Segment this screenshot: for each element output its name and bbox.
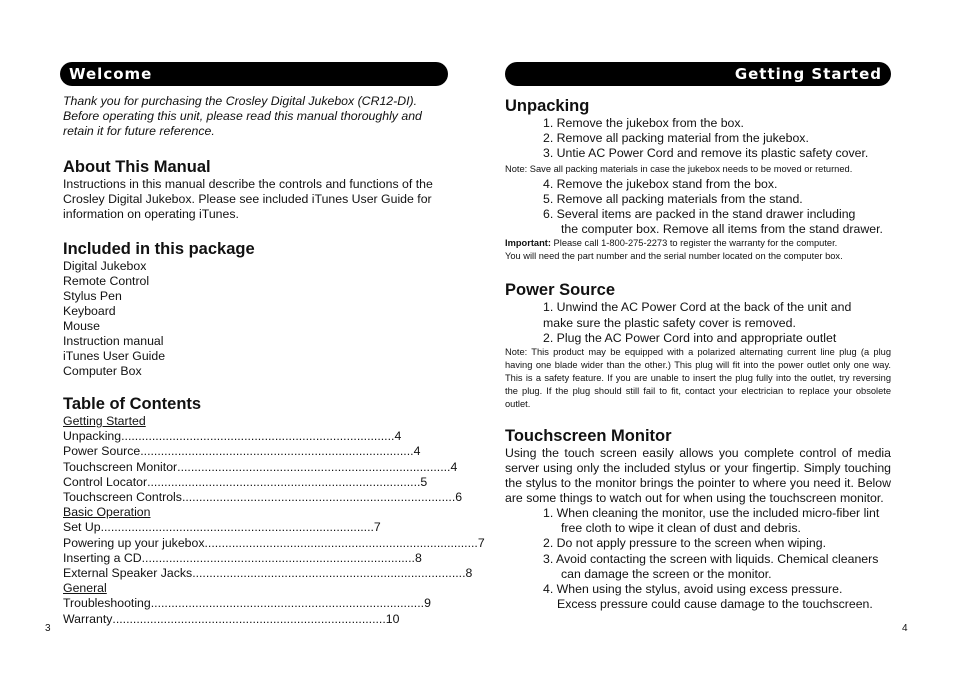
toc-entry-label: Unpacking — [63, 429, 122, 444]
toc-entry-page: 5 — [420, 474, 428, 489]
list-item: 2. Remove all packing material from the jukebox. — [543, 131, 809, 146]
toc-entry-page: 7 — [477, 535, 485, 550]
right-page — [505, 62, 891, 612]
list-item: Digital Jukebox — [63, 259, 147, 273]
toc-entry-page: 7 — [373, 520, 381, 535]
power-steps — [505, 300, 891, 346]
toc-entry — [63, 611, 400, 627]
toc-entry — [63, 550, 422, 566]
toc-entry-label: Warranty — [63, 611, 113, 626]
toc-entry-label: Touchscreen Controls — [63, 490, 182, 505]
important-label: Important: — [505, 238, 551, 249]
page-number-left: 3 — [45, 623, 51, 634]
toc-entry-page: 9 — [424, 596, 431, 611]
toc-entry — [63, 474, 428, 490]
touchscreen-title: Touchscreen Monitor — [505, 427, 672, 446]
touchscreen-steps — [505, 506, 891, 612]
unpacking-note: Note: Save all packing materials in case the jukebox needs to be moved or returned. — [505, 163, 853, 174]
toc-entry-label: Inserting a CD — [63, 550, 142, 565]
toc-entry-page: 4 — [394, 429, 402, 444]
toc-entry — [63, 459, 458, 475]
toc-entry-page: 4 — [413, 444, 421, 459]
toc-entry-page: 8 — [465, 566, 473, 581]
unpacking-title: Unpacking — [505, 97, 590, 115]
list-item-continuation: Excess pressure could cause damage to the touchscreen. — [557, 597, 873, 612]
list-item: 4. When using the stylus, avoid using excess pressure. — [543, 582, 843, 597]
list-item: Stylus Pen — [63, 289, 122, 303]
list-item: Remote Control — [63, 274, 150, 288]
welcome-banner: Welcome — [60, 62, 448, 86]
list-item: 1. When cleaning the monitor, use the included micro-fiber lint — [543, 506, 880, 521]
unpacking-steps-a — [505, 116, 891, 162]
toc-leader-dots: ................................................................................ — [100, 520, 374, 535]
list-item: 2. Do not apply pressure to the screen when wiping. — [543, 536, 826, 551]
toc-leader-dots: ................................................................................ — [177, 459, 451, 474]
toc-entry-label: Troubleshooting — [63, 596, 151, 611]
list-item: 2. Plug the AC Power Cord into and appropriate outlet — [543, 330, 837, 345]
toc-entry-label: Power Source — [63, 444, 141, 459]
toc-entry-label: Control Locator — [63, 474, 148, 489]
intro-text: Thank you for purchasing the Crosley Digital Jukebox (CR12-DI). Before operating this unit, please read this manual thoroughly and retain it for future reference. — [63, 94, 422, 138]
list-item-continuation: make sure the plastic safety cover is removed. — [543, 315, 796, 330]
toc-leader-dots: ................................................................................ — [112, 611, 386, 626]
toc-entry-page: 8 — [414, 550, 422, 565]
toc-leader-dots: ................................................................................ — [140, 444, 414, 459]
list-item-continuation: the computer box. Remove all items from the stand drawer. — [561, 222, 883, 237]
toc-section-header: Basic Operation — [63, 505, 151, 520]
list-item: 4. Remove the jukebox stand from the box. — [543, 176, 778, 191]
power-title: Power Source — [505, 281, 616, 300]
toc-section-header: General — [63, 581, 107, 596]
toc-leader-dots: ................................................................................ — [181, 490, 456, 505]
toc-entry — [63, 429, 402, 444]
toc-entry-page: 4 — [450, 459, 458, 474]
list-item: 1. Unwind the AC Power Cord at the back of the unit and — [543, 300, 852, 315]
toc-entry — [63, 566, 473, 581]
package-list — [63, 259, 448, 379]
toc-entry — [63, 596, 431, 611]
toc-leader-dots: ................................................................................ — [141, 550, 415, 565]
power-note: Note: This product may be equipped with a polarized alternating current line plug (a plug having one blade wider than the other.) This plug will fit into the power outlet only one way. This is a safety feature. If you are unable to insert the plug fully into the outlet, try reversing the plug. If the plug should still fail to fit, contact your electrician to replace your obsolete outlet. — [505, 347, 891, 410]
toc-entry — [63, 520, 381, 535]
list-item: Instruction manual — [63, 334, 164, 348]
table-of-contents — [63, 414, 485, 627]
list-item-continuation: can damage the screen or the monitor. — [561, 566, 772, 581]
toc-section-header: Getting Started — [63, 414, 146, 428]
list-item: 3. Untie AC Power Cord and remove its plastic safety cover. — [543, 146, 869, 161]
toc-leader-dots: ................................................................................ — [121, 429, 395, 444]
toc-entry — [63, 535, 485, 551]
list-item: Keyboard — [63, 304, 116, 318]
about-body: Instructions in this manual describe the controls and functions of the Crosley Digital Jukebox. Please see included iTunes User Guide for information on operating iTunes. — [63, 177, 433, 221]
toc-title: Table of Contents — [63, 395, 202, 413]
toc-leader-dots: ................................................................................ — [147, 474, 421, 489]
important-note-line2: You will need the part number and the serial number located on the computer box. — [505, 251, 843, 262]
toc-leader-dots: ................................................................................ — [192, 566, 466, 581]
toc-entry-label: Touchscreen Monitor — [63, 459, 178, 474]
list-item: 1. Remove the jukebox from the box. — [543, 116, 744, 130]
list-item: 3. Avoid contacting the screen with liquids. Chemical cleaners — [543, 551, 879, 566]
toc-entry — [63, 490, 463, 505]
list-item-continuation: free cloth to wipe it clean of dust and debris. — [561, 521, 801, 536]
important-note — [505, 237, 891, 250]
left-page — [63, 62, 485, 627]
touchscreen-body: Using the touch screen easily allows you complete control of media server using only the included stylus or your fingertip. Simply touching the stylus to the monitor brings the pointer to where you need it. Below are some things to watch out for when using the touchscreen monitor. — [505, 446, 891, 506]
getting-started-banner: Getting Started — [505, 62, 891, 86]
unpacking-steps-b — [505, 177, 891, 238]
about-title: About This Manual — [63, 158, 211, 176]
list-item: Mouse — [63, 319, 100, 333]
list-item: Computer Box — [63, 364, 142, 378]
list-item: 6. Several items are packed in the stand drawer including — [543, 207, 856, 222]
page-number-right: 4 — [902, 623, 908, 634]
toc-entry — [63, 444, 421, 459]
toc-entry-page: 6 — [455, 490, 463, 505]
toc-entry-label: Powering up your jukebox — [63, 535, 205, 550]
toc-leader-dots: ................................................................................ — [150, 596, 425, 611]
toc-entry-label: External Speaker Jacks — [63, 566, 193, 581]
list-item: 5. Remove all packing materials from the stand. — [543, 191, 803, 206]
important-text: Please call 1-800-275-2273 to register the warranty for the computer. — [550, 238, 838, 249]
toc-entry-label: Set Up — [63, 520, 101, 535]
toc-entry-page: 10 — [385, 611, 400, 626]
list-item: iTunes User Guide — [63, 349, 166, 363]
package-title: Included in this package — [63, 240, 255, 258]
toc-leader-dots: ................................................................................ — [204, 535, 478, 550]
